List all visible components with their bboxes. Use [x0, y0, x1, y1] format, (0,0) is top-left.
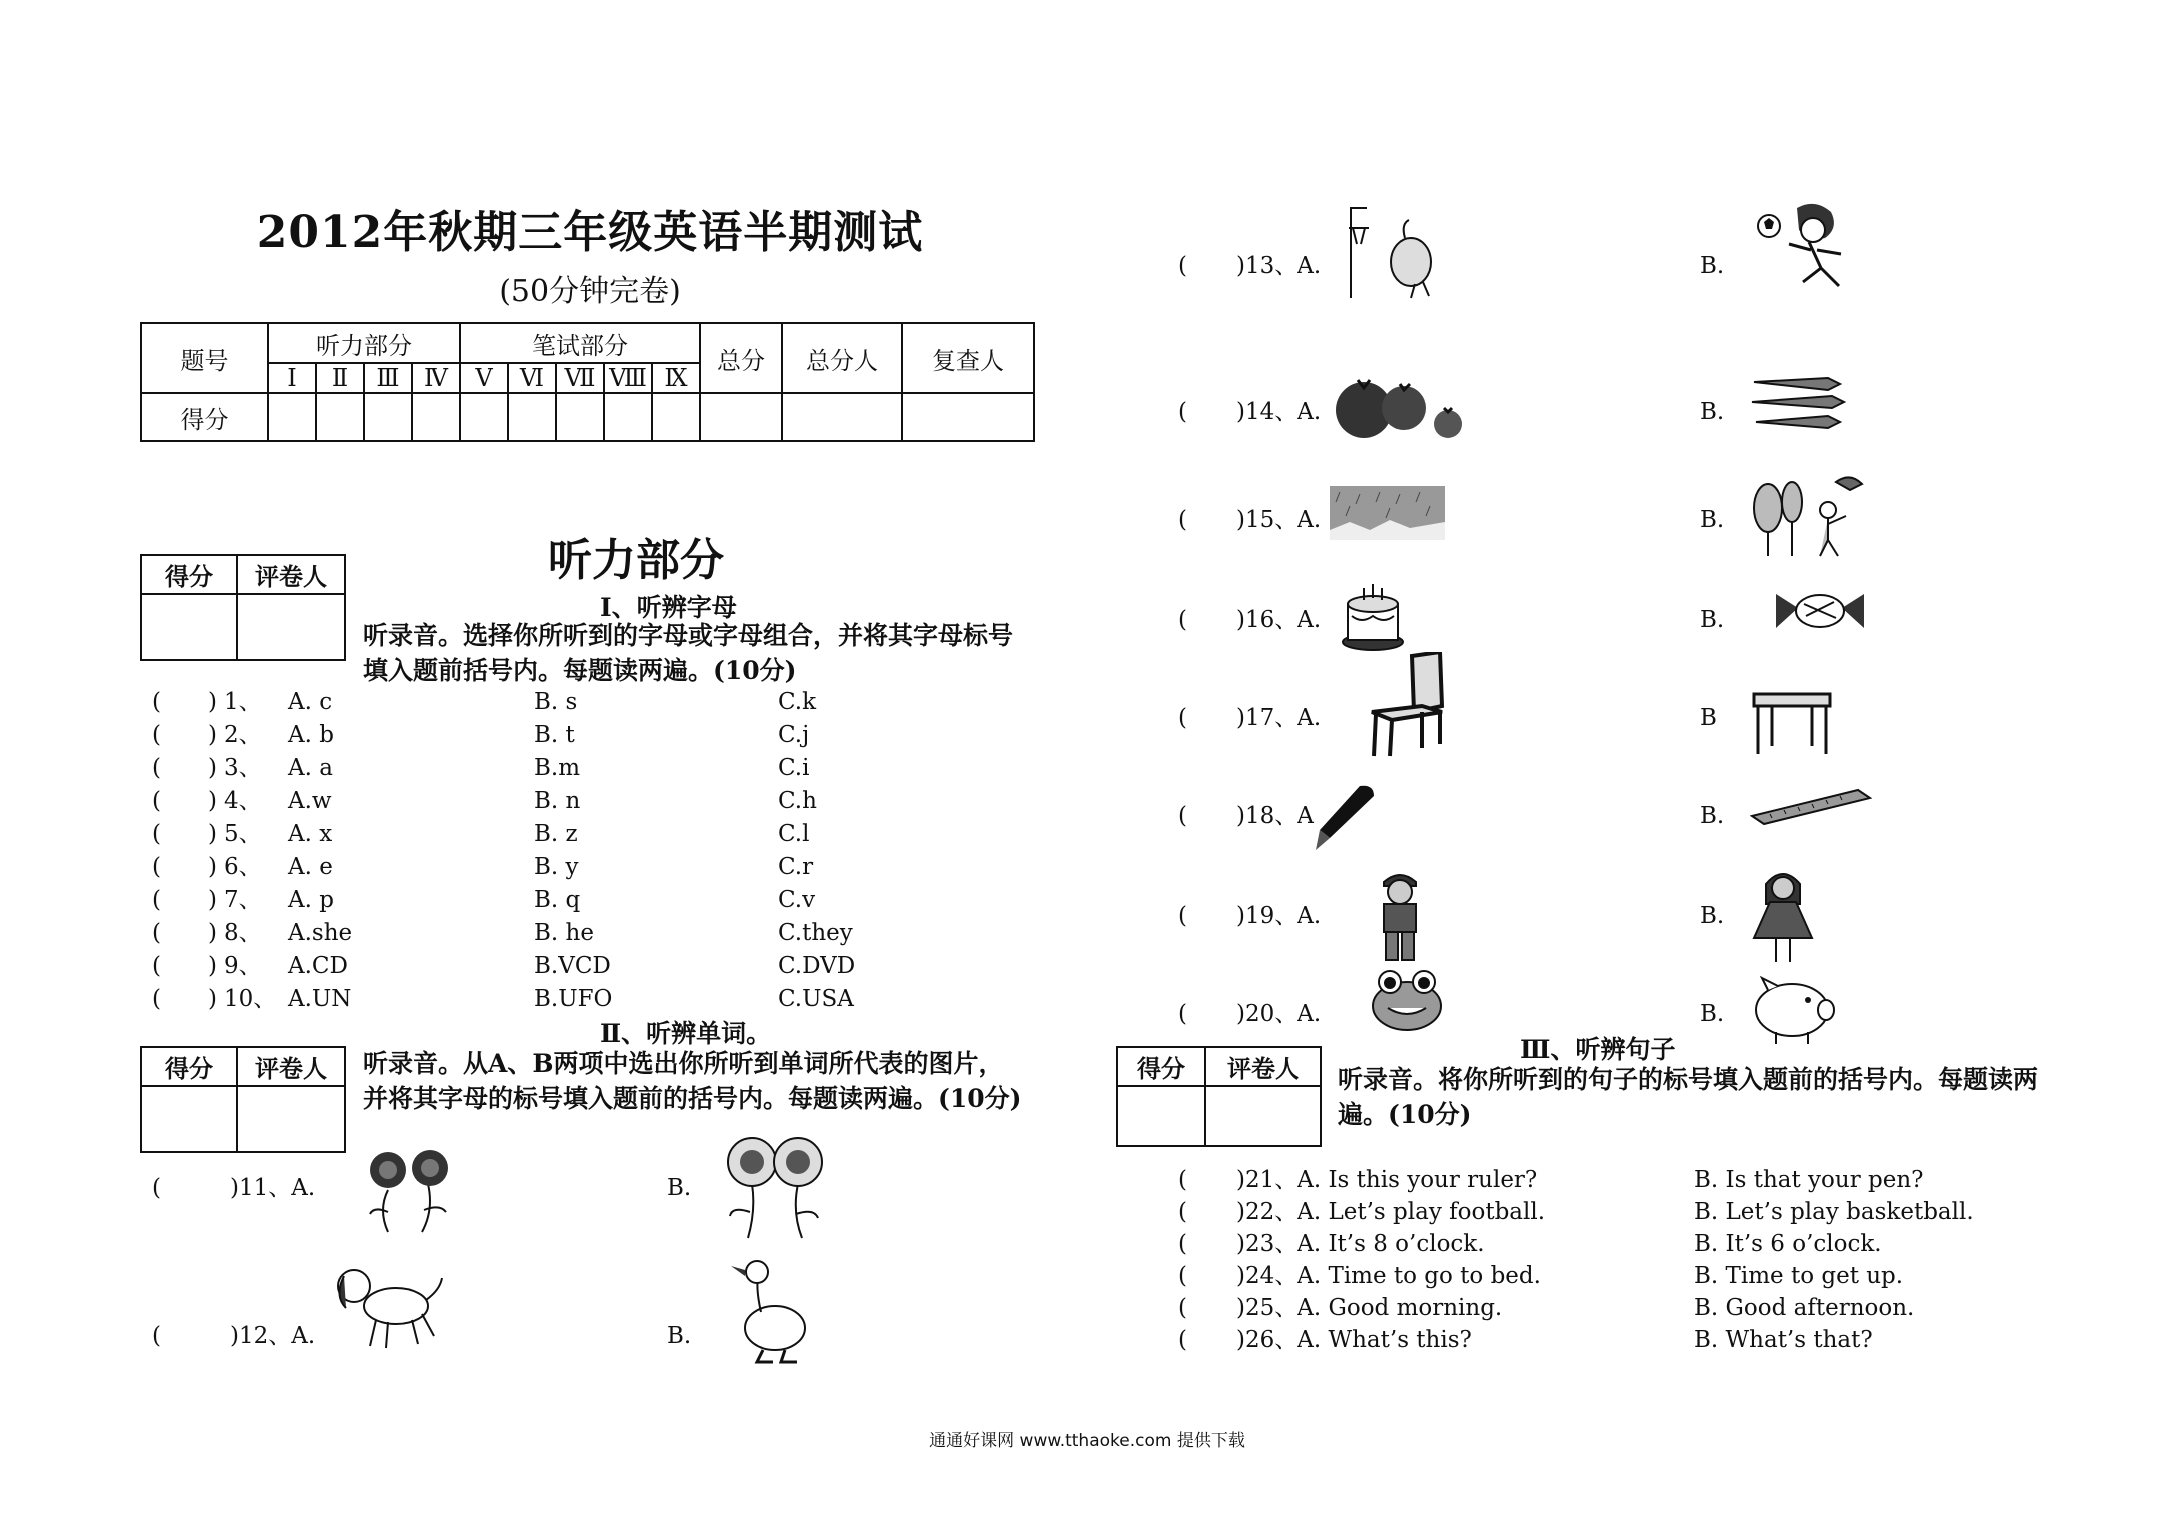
sentence-question-row [1178, 1292, 1502, 1324]
option-a: A. a [288, 755, 333, 781]
score-row-label: 得分 [141, 393, 268, 441]
section1-instruction [363, 618, 1043, 688]
score-cell[interactable] [268, 393, 316, 441]
letter-question-row [152, 983, 912, 1015]
rose-icon [358, 1140, 458, 1236]
picture-question-row [1178, 998, 1321, 1030]
option-b-label: B. [1700, 803, 1725, 829]
grader-box [1116, 1046, 1322, 1147]
option-a: A.UN [288, 986, 352, 1012]
question-number: 3、 [224, 755, 262, 781]
footer: 通通好课网 www.tthaoke.com 提供下载 [929, 1431, 1245, 1451]
section2-title: Ⅱ、听辨单词。 [600, 1019, 772, 1048]
option-b: B. y [534, 854, 579, 880]
option-c: C.l [778, 821, 810, 847]
numeral-cell: Ⅱ [316, 363, 364, 393]
option-b-label: B. [1700, 399, 1725, 425]
sentence-question-row [1178, 1260, 1541, 1292]
option-a: A. c [288, 689, 333, 715]
answer-paren[interactable]: ( [1178, 1001, 1187, 1027]
score-cell[interactable] [902, 393, 1034, 441]
answer-paren[interactable]: ( [1178, 903, 1187, 929]
answer-paren[interactable]: ( [152, 788, 161, 814]
basketball-hoop-icon [1345, 204, 1445, 300]
option-c: C.h [778, 788, 817, 814]
instruction-line: 听录音。将你所听到的句子的标号填入题前的括号内。每题读两 [1338, 1065, 2039, 1094]
page-title: 2012年秋期三年级英语半期测试 [256, 207, 924, 258]
question-12 [152, 1320, 315, 1352]
option-a: A. b [288, 722, 334, 748]
option-a: A. e [288, 854, 333, 880]
carrot-icon [1748, 372, 1848, 438]
score-cell[interactable] [508, 393, 556, 441]
grader-score-label: 得分 [141, 1047, 237, 1086]
instruction-line: 遍。(10分) [1338, 1100, 1472, 1129]
option-b: B. q [534, 887, 581, 913]
option-b: B. z [534, 821, 578, 847]
answer-paren[interactable]: ( [1178, 507, 1187, 533]
score-cell[interactable] [782, 393, 902, 441]
option-c: C.v [778, 887, 816, 913]
option-b: B. Time to get up. [1694, 1263, 1904, 1289]
candy-icon [1772, 586, 1868, 636]
question-label: )14、A. [1236, 399, 1322, 425]
option-b-label: B. [1700, 507, 1725, 533]
cake-icon [1338, 580, 1408, 652]
option-b-label: B. [1700, 253, 1725, 279]
question-label: )17、A. [1236, 705, 1322, 731]
answer-paren[interactable]: ( [152, 755, 161, 781]
instruction-line: 并将其字母的标号填入题前的括号内。每题读两遍。(10分) [363, 1084, 1022, 1113]
listening-heading: 听力部分 [548, 535, 724, 586]
total-column-header: 总分 [700, 323, 782, 393]
grader-name-cell[interactable] [237, 594, 345, 660]
option-c: C.r [778, 854, 814, 880]
score-cell[interactable] [316, 393, 364, 441]
letter-question-row [152, 950, 912, 982]
instruction-line: 听录音。选择你所听到的字母或字母组合，并将其字母标号 [363, 621, 1014, 650]
answer-paren[interactable]: ( [1178, 1263, 1187, 1289]
score-table [140, 322, 1035, 442]
letter-question-row [152, 686, 912, 718]
grader-name-cell[interactable] [1205, 1086, 1321, 1146]
reviewer-column-header: 复查人 [902, 323, 1034, 393]
answer-paren[interactable]: ( [152, 1323, 161, 1349]
question-label: )16、A. [1236, 607, 1322, 633]
option-b: B. s [534, 689, 578, 715]
answer-paren-close: ) [208, 821, 217, 847]
option-c: C.j [778, 722, 810, 748]
page-subtitle: (50分钟完卷) [499, 274, 681, 309]
answer-paren[interactable]: ( [1178, 1231, 1187, 1257]
instruction-line: 听录音。从A、B两项中选出你所听到单词所代表的图片， [363, 1049, 1004, 1078]
sunflower-icon [722, 1130, 826, 1240]
question-number: 10、 [224, 986, 277, 1012]
option-b: B. he [534, 920, 594, 946]
option-b: B.VCD [534, 953, 611, 979]
chair-icon [1366, 652, 1448, 758]
letter-question-row [152, 884, 912, 916]
option-c: C.they [778, 920, 853, 946]
option-b: B. Is that your pen? [1694, 1167, 1924, 1193]
answer-paren[interactable]: ( [152, 689, 161, 715]
grader-box [140, 554, 346, 661]
answer-paren-close: ) [208, 689, 217, 715]
listening-column-header: 听力部分 [268, 323, 460, 363]
desk-icon [1750, 690, 1834, 756]
question-label: )22、A. Let’s play football. [1236, 1199, 1546, 1225]
grader-label: 评卷人 [237, 1047, 345, 1086]
grader-name-cell[interactable] [237, 1086, 345, 1152]
answer-paren-close: ) [208, 788, 217, 814]
pen-icon [1310, 782, 1378, 854]
pig-icon [1748, 976, 1838, 1046]
answer-paren[interactable]: ( [1178, 1295, 1187, 1321]
option-a: A.she [288, 920, 353, 946]
option-b: B. t [534, 722, 575, 748]
answer-paren[interactable]: ( [1178, 399, 1187, 425]
option-b-label: B. [667, 1175, 692, 1201]
question-number: 5、 [224, 821, 262, 847]
option-b: B. n [534, 788, 581, 814]
question-label: )25、A. Good morning. [1236, 1295, 1503, 1321]
answer-paren[interactable]: ( [1178, 1167, 1187, 1193]
letter-question-row [152, 719, 912, 751]
answer-paren-close: ) [208, 887, 217, 913]
question-label: )23、A. It’s 8 o’clock. [1236, 1231, 1485, 1257]
option-c: C.USA [778, 986, 854, 1012]
option-b-label: B. [1700, 903, 1725, 929]
rain-icon [1330, 486, 1445, 540]
frog-icon [1362, 966, 1452, 1036]
picture-question-row [1178, 800, 1314, 832]
score-cell[interactable] [556, 393, 604, 441]
grader-box [140, 1046, 346, 1153]
question-number: 9、 [224, 953, 262, 979]
duck-icon [725, 1256, 815, 1366]
section3-instruction [1338, 1062, 2068, 1132]
question-label: )13、A. [1236, 253, 1322, 279]
score-table-header: 题号 [141, 323, 268, 393]
score-cell[interactable] [700, 393, 782, 441]
answer-paren[interactable]: ( [152, 1175, 161, 1201]
answer-paren[interactable]: ( [1178, 253, 1187, 279]
numeral-cell: Ⅷ [604, 363, 652, 393]
sentence-question-row [1178, 1324, 1472, 1356]
option-a: A. p [288, 887, 334, 913]
letter-question-row [152, 818, 912, 850]
option-c: C.i [778, 755, 810, 781]
answer-paren[interactable]: ( [152, 986, 161, 1012]
option-a: A.CD [288, 953, 348, 979]
grader-score-cell[interactable] [1117, 1086, 1205, 1146]
answer-paren[interactable]: ( [152, 821, 161, 847]
option-a: A.w [288, 788, 332, 814]
grader-score-label: 得分 [141, 555, 237, 594]
question-label: )15、A. [1236, 507, 1322, 533]
grader-label: 评卷人 [237, 555, 345, 594]
grader-score-cell[interactable] [141, 1086, 237, 1152]
instruction-line: 填入题前括号内。每题读两遍。(10分) [363, 656, 797, 685]
sentence-question-row [1178, 1196, 1545, 1228]
question-label: )20、A. [1236, 1001, 1322, 1027]
option-b-label: B. [1700, 1001, 1725, 1027]
answer-paren[interactable]: ( [152, 953, 161, 979]
football-player-icon [1755, 202, 1855, 298]
grader-label: 评卷人 [1205, 1047, 1321, 1086]
question-label: )26、A. What’s this? [1236, 1327, 1472, 1353]
letter-question-row [152, 752, 912, 784]
answer-paren[interactable]: ( [152, 920, 161, 946]
question-number: 7、 [224, 887, 262, 913]
numeral-cell: Ⅳ [412, 363, 460, 393]
option-b: B. What’s that? [1694, 1327, 1873, 1353]
answer-paren[interactable]: ( [1178, 607, 1187, 633]
question-label: )18、A [1236, 803, 1314, 829]
answer-paren[interactable]: ( [152, 722, 161, 748]
picture-question-row [1178, 250, 1321, 282]
option-b: B. It’s 6 o’clock. [1694, 1231, 1882, 1257]
numeral-cell: Ⅵ [508, 363, 556, 393]
option-b-label: B [1700, 705, 1717, 731]
answer-paren[interactable]: ( [1178, 803, 1187, 829]
question-number: 6、 [224, 854, 262, 880]
option-a: A. x [288, 821, 333, 847]
section2-instruction [363, 1046, 1043, 1116]
dog-icon [326, 1256, 446, 1352]
picture-question-row [1178, 604, 1321, 636]
answer-paren[interactable]: ( [152, 854, 161, 880]
answer-paren[interactable]: ( [1178, 1327, 1187, 1353]
option-c: C.k [778, 689, 817, 715]
sentence-question-row [1178, 1164, 1537, 1196]
answer-paren-close: ) [208, 755, 217, 781]
question-label: )21、A. Is this your ruler? [1236, 1167, 1538, 1193]
score-cell[interactable] [460, 393, 508, 441]
picture-question-row [1178, 504, 1321, 536]
answer-paren-close: ) [208, 920, 217, 946]
question-11 [152, 1172, 315, 1204]
score-cell[interactable] [604, 393, 652, 441]
question-label: )12、A. [230, 1323, 316, 1349]
answer-paren-close: ) [208, 854, 217, 880]
section3-title: Ⅲ、听辨句子 [1520, 1035, 1676, 1064]
score-cell[interactable] [652, 393, 700, 441]
numeral-cell: Ⅴ [460, 363, 508, 393]
answer-paren[interactable]: ( [1178, 705, 1187, 731]
numeral-cell: Ⅶ [556, 363, 604, 393]
letter-question-row [152, 785, 912, 817]
numeral-cell: Ⅲ [364, 363, 412, 393]
question-number: 8、 [224, 920, 262, 946]
answer-paren-close: ) [208, 722, 217, 748]
girl-icon [1748, 864, 1818, 968]
wind-icon [1750, 468, 1866, 562]
grader-score-cell[interactable] [141, 594, 237, 660]
answer-paren-close: ) [208, 953, 217, 979]
question-label: )11、A. [230, 1175, 316, 1201]
option-b: B.UFO [534, 986, 613, 1012]
tomato-icon [1330, 368, 1465, 444]
score-cell[interactable] [412, 393, 460, 441]
grader-score-label: 得分 [1117, 1047, 1205, 1086]
question-number: 2、 [224, 722, 262, 748]
option-b: B. Let’s play basketball. [1694, 1199, 1974, 1225]
ruler-icon [1750, 786, 1872, 826]
totaler-column-header: 总分人 [782, 323, 902, 393]
answer-paren[interactable]: ( [1178, 1199, 1187, 1225]
question-number: 4、 [224, 788, 262, 814]
letter-question-row [152, 917, 912, 949]
picture-question-row [1178, 702, 1321, 734]
letter-question-row [152, 851, 912, 883]
answer-paren-close: ) [208, 986, 217, 1012]
score-cell[interactable] [364, 393, 412, 441]
question-label: )19、A. [1236, 903, 1322, 929]
question-label: )24、A. Time to go to bed. [1236, 1263, 1541, 1289]
numeral-cell: Ⅸ [652, 363, 700, 393]
option-c: C.DVD [778, 953, 856, 979]
section1-title: Ⅰ、听辨字母 [600, 593, 737, 622]
sentence-question-row [1178, 1228, 1485, 1260]
question-number: 1、 [224, 689, 262, 715]
option-b: B. Good afternoon. [1694, 1295, 1915, 1321]
answer-paren[interactable]: ( [152, 887, 161, 913]
writing-column-header: 笔试部分 [460, 323, 700, 363]
option-b-label: B. [667, 1323, 692, 1349]
picture-question-row [1178, 396, 1321, 428]
picture-question-row [1178, 900, 1321, 932]
option-b: B.m [534, 755, 581, 781]
numeral-cell: Ⅰ [268, 363, 316, 393]
boy-icon [1370, 868, 1430, 964]
option-b-label: B. [1700, 607, 1725, 633]
